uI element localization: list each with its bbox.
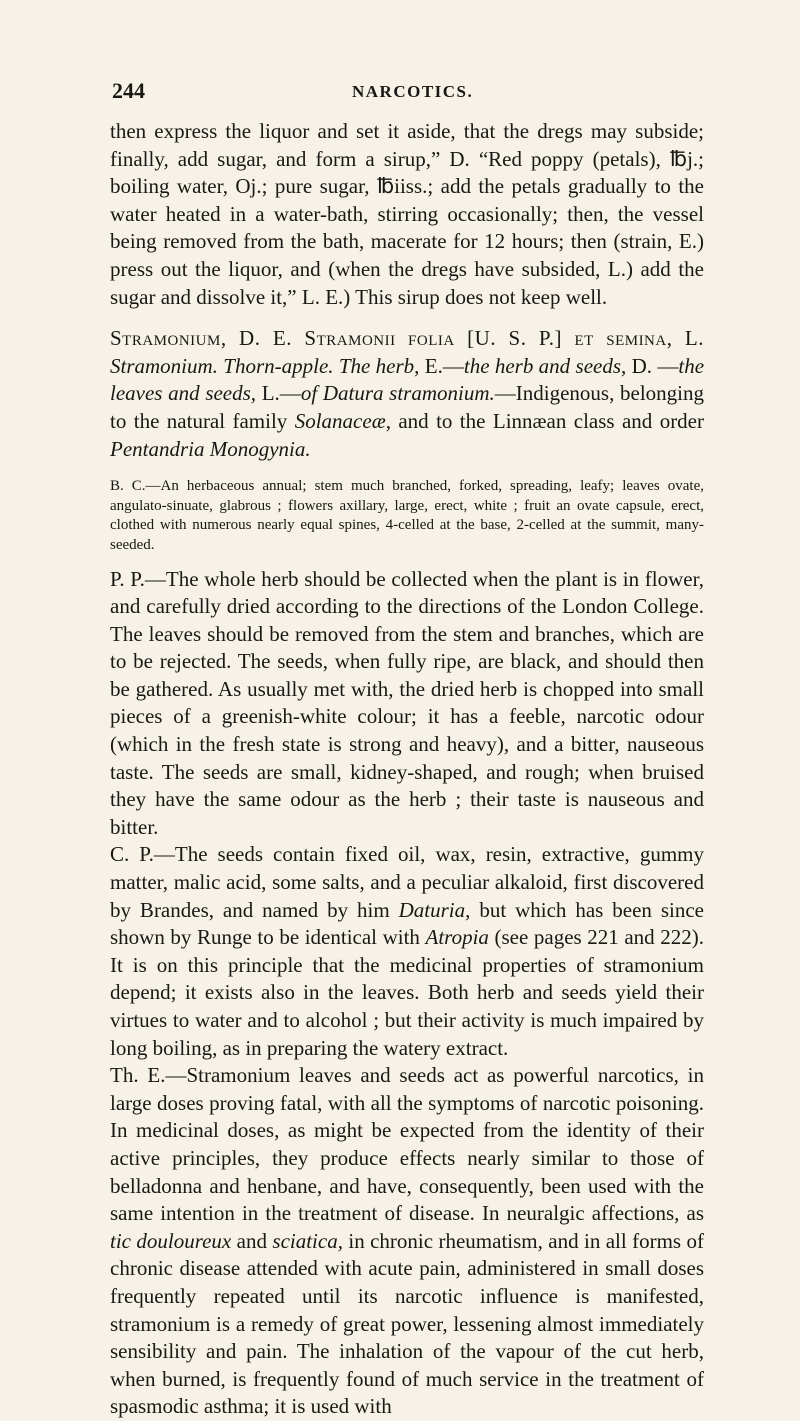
- botanical-characters: B. C.—An herbaceous annual; stem much branched, forked, spreading, leafy; leaves ovate, angulato-sinuate, glabrous ; flowers axillary, large, erect, white ; fruit an ovate capsule, erect, clothed with numerous nearly equal spines, 4-celled at the base, 2-celled at the summit, many-seeded.: [110, 478, 704, 553]
- paragraph-chemical-properties: [110, 841, 704, 1062]
- paragraph-therapeutic-effects: [110, 1062, 704, 1421]
- text-run: —Indigenous, belonging to the natural family: [110, 381, 704, 433]
- text-run: tic douloureux: [110, 1228, 232, 1253]
- text-run: in chronic rheumatism, and in all forms of chronic disease attended with acute pain, administered in small doses frequently repeated until its narcotic influence is manifested, stramonium is a remedy of great power, lessening almost immediately sensibility and pain. The inhalation of the vapour of the cut herb, when burned, is frequently found of much service in the treatment of spasmodic asthma; it is used with: [110, 1228, 704, 1419]
- text-run: Th. E.—Stramonium leaves and seeds act as powerful narcotics, in large doses proving fatal, with all the symptoms of narcotic poisoning. In medicinal doses, as might be expected from the identity of their active principles, they produce effects nearly similar to those of belladonna and henbane, and have, consequently, been used with the same intention in the treatment of disease. In neuralgic affections, as: [110, 1063, 704, 1226]
- paragraph-physical-properties: P. P.—The whole herb should be collected when the plant is in flower, and carefully dried according to the directions of the London College. The leaves should be removed from the stem and branches, which are to be rejected. The seeds, when fully ripe, are black, and should then be gathered. As usually met with, the dried herb is chopped into small pieces of a greenish-white colour; it has a feeble, narcotic odour (which in the fresh state is strong and heavy), and a bitter, nauseous taste. The seeds are small, kidney-shaped, and rough; when bruised they have the same odour as the herb ; their taste is nauseous and bitter.: [110, 566, 704, 839]
- page-body: [110, 118, 704, 1421]
- text-run: of Datura stramonium.: [300, 381, 495, 406]
- text-run: Atropia: [425, 925, 489, 950]
- stramonium-names: Stramonium. Thorn-apple. The herb,: [110, 353, 420, 378]
- paragraph-red-poppy-sirup: then express the liquor and set it aside, that the dregs may subside; finally, add sugar, and form a sirup,” D. “Red poppy (petals), ℔j.; boiling water, Oj.; pure sugar, ℔iiss.; add the petals gradually to the water heated in a water-bath, stirring occasionally; then, the vessel being removed from the bath, macerate for 12 hours; then (strain, E.) press out the liquor, and (when the dregs have subsided, L.) add the sugar and dissolve it,” L. E.) This sirup does not keep well.: [110, 119, 704, 309]
- text-run: Solanaceæ,: [294, 408, 391, 433]
- text-run: Daturia,: [398, 897, 471, 922]
- text-run: the leaves and seeds,: [110, 353, 705, 406]
- stramonium-title: Stramonium, D. E. Stramonii folia [U. S. P.] et semina, L.: [110, 326, 704, 351]
- page-header: [0, 78, 800, 108]
- text-run: E.—: [419, 353, 464, 378]
- running-head: NARCOTICS.: [352, 82, 474, 101]
- text-run: Pentandria Monogynia.: [110, 436, 311, 461]
- paragraph-stramonium-heading: [110, 325, 704, 463]
- text-run: and: [231, 1228, 273, 1253]
- text-run: D. —: [626, 353, 679, 378]
- text-run: (see pages 221 and 222). It is on this principle that the medicinal properties of stramonium depend; it exists also in the leaves. Both herb and seeds yield their virtues to water and to alcohol ; but their activity is much impaired by long boiling, as in preparing the watery extract.: [110, 925, 704, 1060]
- text-run: L.—: [256, 381, 301, 406]
- text-run: but which has been since shown by Runge to be identical with: [110, 897, 704, 950]
- page-number: 244: [112, 78, 145, 103]
- text-run: sciatica,: [272, 1228, 343, 1253]
- text-run: and to the Linnæan class and order: [390, 408, 704, 433]
- text-run: C. P.—The seeds contain fixed oil, wax, resin, extractive, gummy matter, malic acid, some salts, and a peculiar alkaloid, first discovered by Brandes, and named by him: [110, 842, 704, 922]
- text-run: the herb and seeds,: [463, 353, 627, 378]
